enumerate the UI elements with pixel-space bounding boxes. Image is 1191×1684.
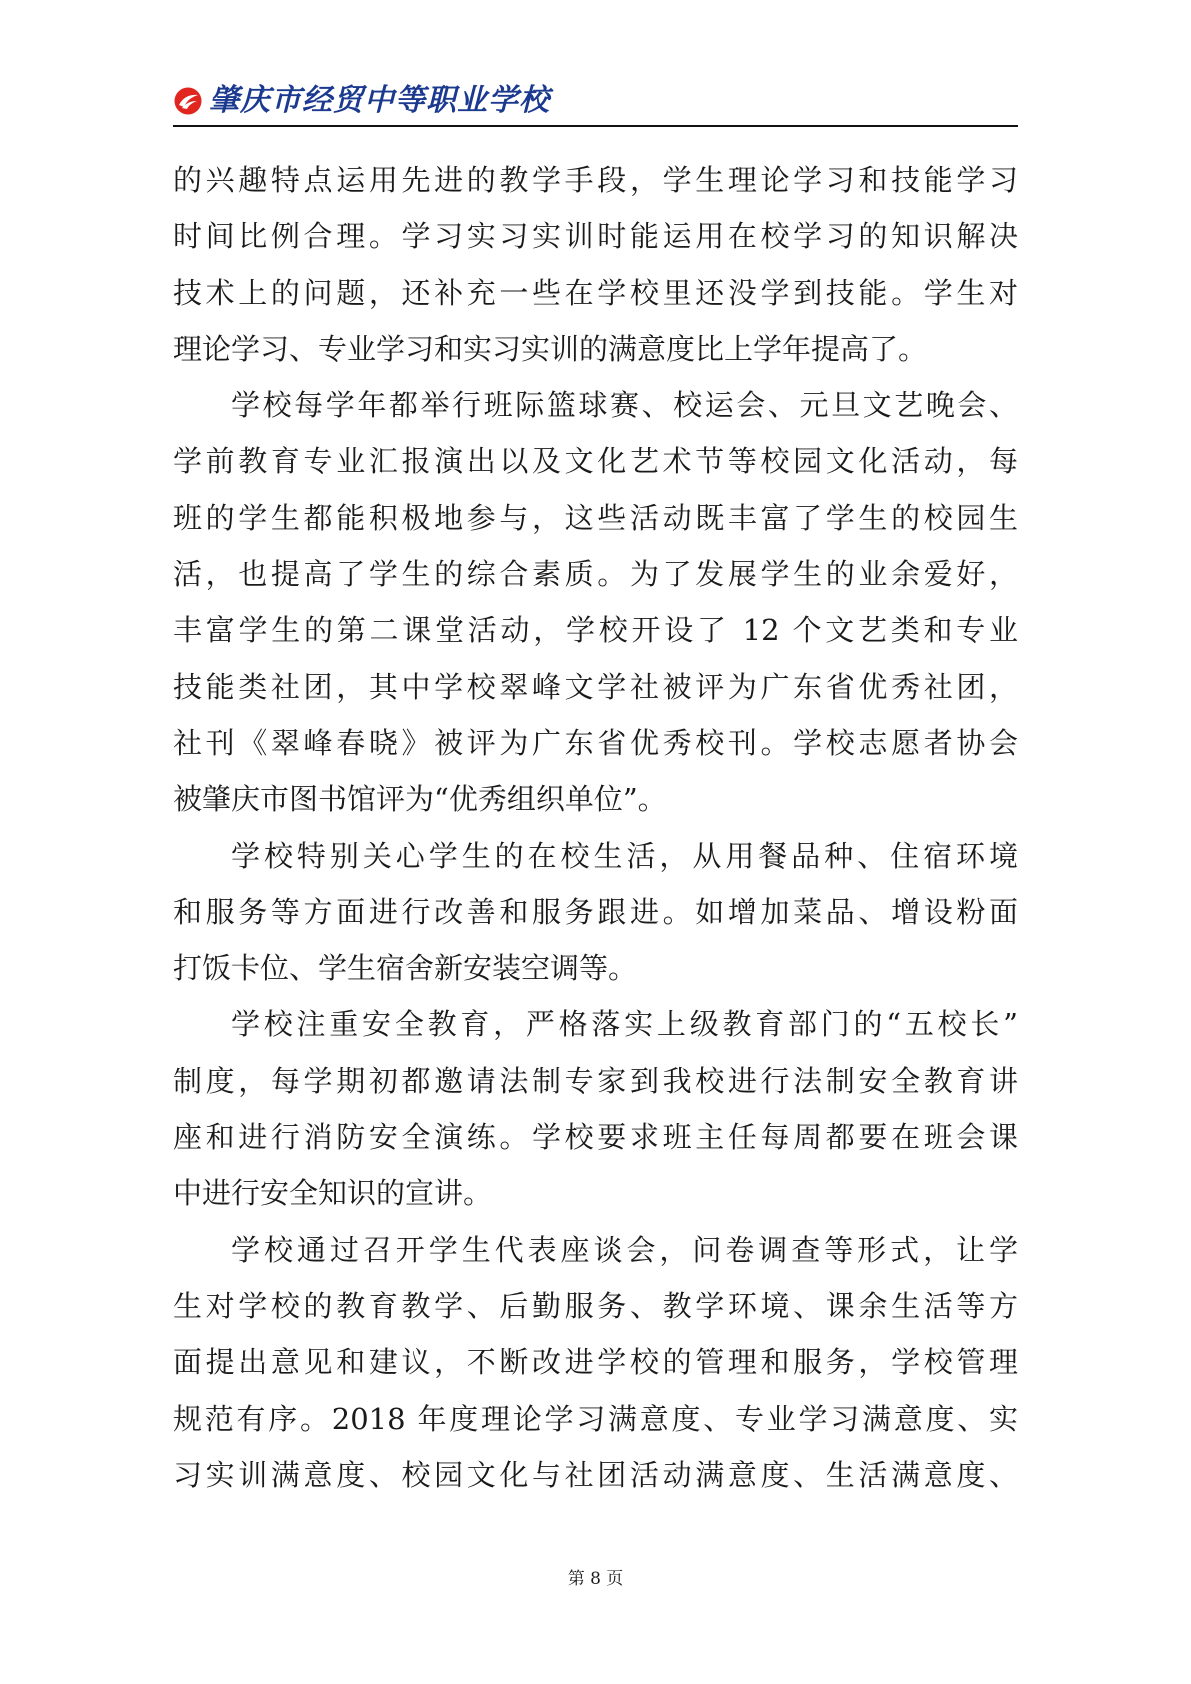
- page-header: [173, 82, 1018, 122]
- text-line: 学校通过召开学生代表座谈会，问卷调查等形式，让学: [231, 1232, 1018, 1267]
- text-line: 技术上的问题，还补充一些在学校里还没学到技能。学生对: [173, 275, 1018, 310]
- paragraph: [173, 152, 1018, 377]
- page-number: 第 8 页: [567, 1569, 624, 1589]
- paragraph: [173, 1222, 1018, 1503]
- text-line: 社刊《翠峰春晓》被评为广东省优秀校刊。学校志愿者协会: [173, 725, 1018, 760]
- text-line: 和服务等方面进行改善和服务跟进。如增加菜品、增设粉面: [173, 894, 1018, 929]
- text-line: 面提出意见和建议，不断改进学校的管理和服务，学校管理: [173, 1345, 1018, 1380]
- text-line: 学校特别关心学生的在校生活，从用餐品种、住宿环境: [231, 838, 1018, 873]
- text-line: 活，也提高了学生的综合素质。为了发展学生的业余爱好，: [173, 557, 1018, 592]
- text-line: 生对学校的教育教学、后勤服务、教学环境、课余生活等方: [173, 1288, 1018, 1323]
- text-line: 规范有序。2018 年度理论学习满意度、专业学习满意度、实: [173, 1401, 1018, 1436]
- text-line: 中进行安全知识的宣讲。: [173, 1176, 493, 1211]
- text-line: 学前教育专业汇报演出以及文化艺术节等校园文化活动，每: [173, 444, 1018, 479]
- document-body: [173, 152, 1018, 1503]
- text-line: 被肇庆市图书馆评为“优秀组织单位”。: [173, 782, 667, 817]
- text-line: 技能类社团，其中学校翠峰文学社被评为广东省优秀社团，: [173, 669, 1018, 704]
- text-line: 学校每学年都举行班际篮球赛、校运会、元旦文艺晚会、: [231, 388, 1018, 423]
- paragraph: [173, 828, 1018, 997]
- text-line: 制度，每学期初都邀请法制专家到我校进行法制安全教育讲: [173, 1063, 1018, 1098]
- text-line: 理论学习、专业学习和实习实训的满意度比上学年提高了。: [173, 331, 928, 366]
- text-line: 时间比例合理。学习实习实训时能运用在校学习的知识解决: [173, 219, 1018, 254]
- school-logo-icon: [173, 86, 203, 116]
- text-line: 座和进行消防安全演练。学校要求班主任每周都要在班会课: [173, 1120, 1018, 1155]
- text-line: 习实训满意度、校园文化与社团活动满意度、生活满意度、: [173, 1457, 1018, 1492]
- header-divider: [173, 125, 1018, 127]
- text-line: 的兴趣特点运用先进的教学手段，学生理论学习和技能学习: [173, 163, 1018, 197]
- text-line: 丰富学生的第二课堂活动，学校开设了 12 个文艺类和专业: [173, 613, 1018, 648]
- text-line: 班的学生都能积极地参与，这些活动既丰富了学生的校园生: [173, 500, 1018, 535]
- text-line: 打饭卡位、学生宿舍新安装空调等。: [173, 951, 638, 986]
- paragraph: [173, 377, 1018, 827]
- paragraph: [173, 996, 1018, 1221]
- text-line: 学校注重安全教育，严格落实上级教育部门的“五校长”: [231, 1007, 1018, 1042]
- school-name: 肇庆市经贸中等职业学校: [209, 83, 550, 118]
